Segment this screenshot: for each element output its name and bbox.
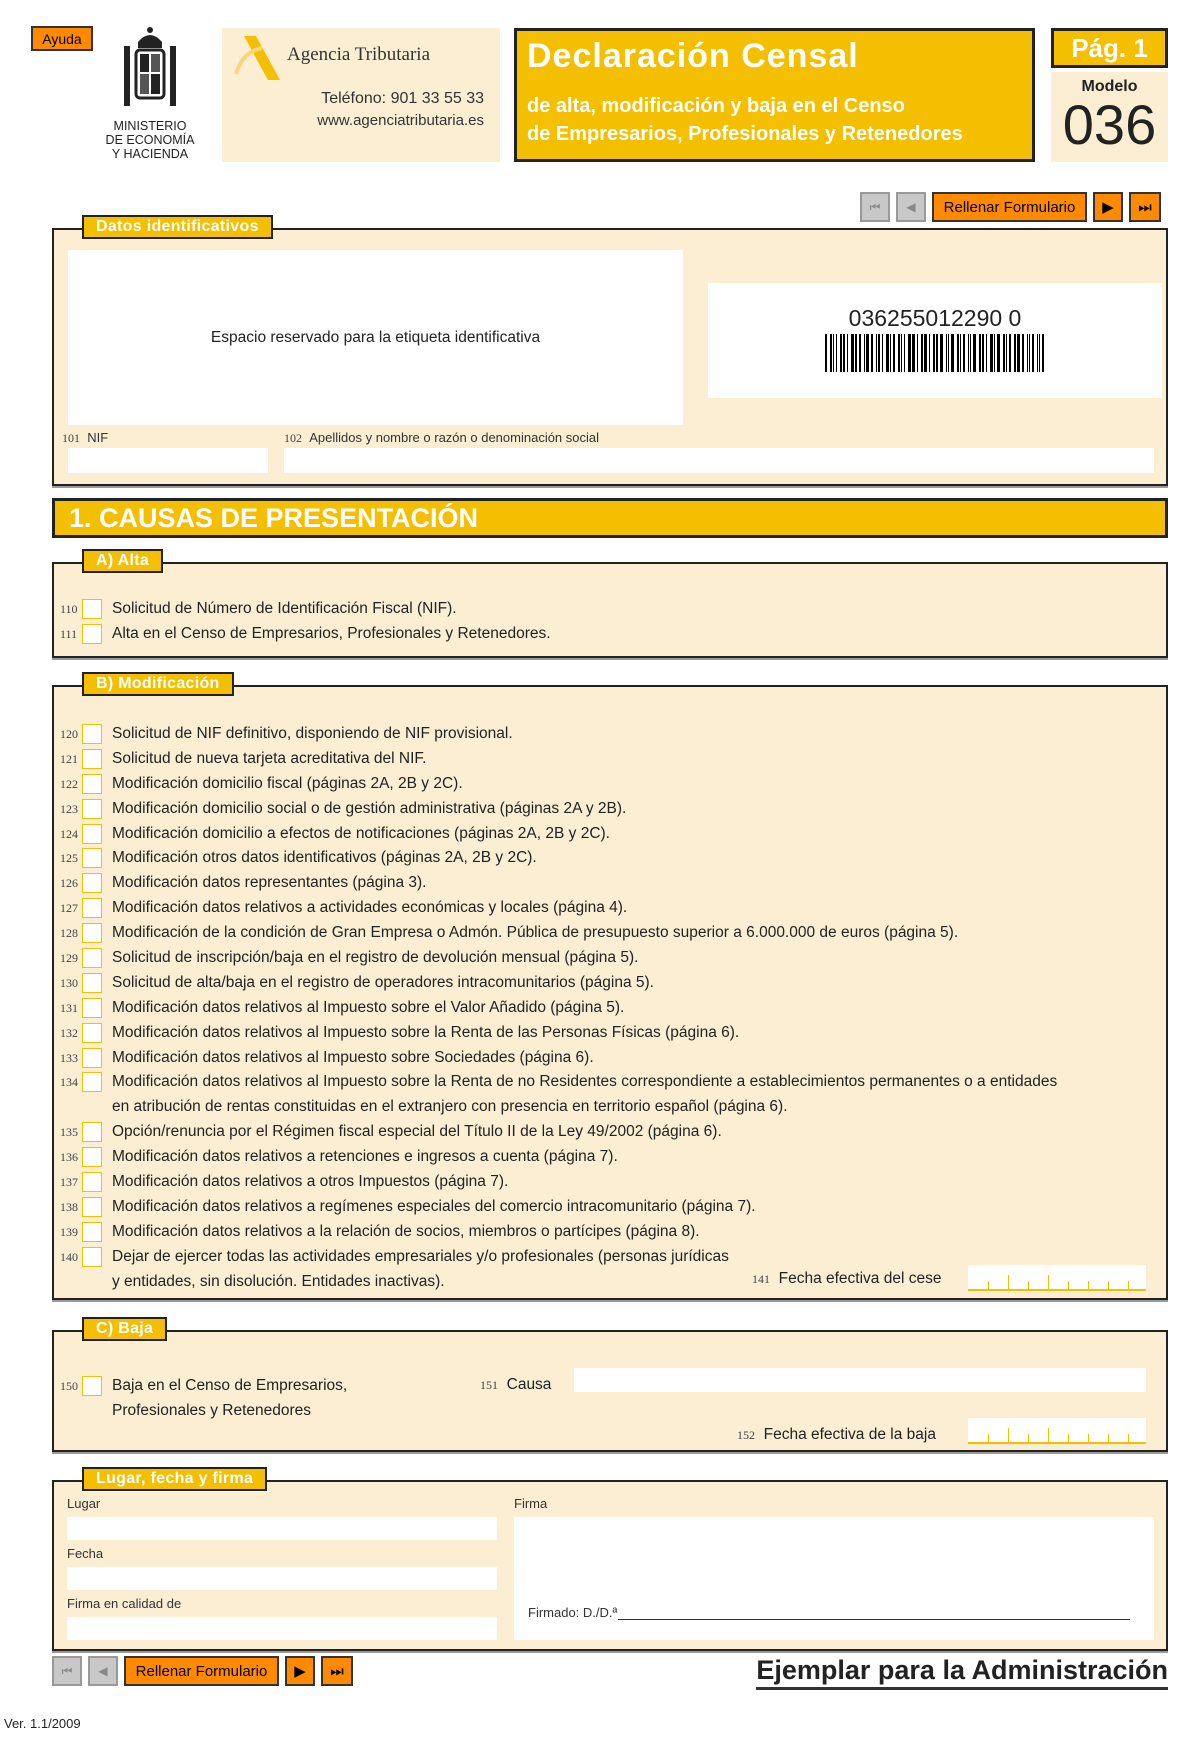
field-number: 101: [62, 431, 80, 445]
barcode-bar: [859, 334, 861, 372]
item-text: Profesionales y Retenedores: [112, 1401, 312, 1419]
list-item: [60, 1046, 1160, 1071]
item-text: Solicitud de Número de Identificación Fiscal (NIF).: [112, 600, 457, 617]
item-text: en atribución de rentas constituidas en el extranjero con presencia en territorio español (página 6).: [112, 1098, 788, 1116]
baja-tab: C) Baja: [82, 1317, 167, 1341]
checkbox-139[interactable]: [82, 1222, 102, 1242]
checkbox-136[interactable]: [82, 1147, 102, 1167]
model-box: [1051, 72, 1168, 162]
item-number: 120: [60, 727, 78, 741]
signature-tab: Lugar, fecha y firma: [82, 1467, 267, 1491]
label-space: [68, 250, 683, 425]
last-page-icon: ⏭: [330, 1662, 344, 1680]
alta-section: [52, 552, 1168, 658]
item-text: Solicitud de inscripción/baja en el registro de devolución mensual (página 5).: [112, 949, 639, 967]
item-text: Modificación datos relativos a retenciones e ingresos a cuenta (página 7).: [112, 1148, 618, 1166]
barcode-bar: [876, 334, 877, 372]
signature-line: [618, 1619, 1130, 1620]
list-item: [60, 1170, 1160, 1195]
barcode-bar: [1037, 334, 1038, 372]
barcode-bar: [1042, 334, 1044, 372]
identification-tab: Datos identificativos: [82, 215, 273, 239]
list-item: [60, 822, 1160, 847]
model-number: 036: [1062, 93, 1157, 156]
barcode-icon: [825, 334, 1045, 372]
date-tick: [1008, 1428, 1009, 1442]
modification-list: [60, 722, 1160, 1295]
first-page-icon: ⏮: [61, 1663, 73, 1678]
list-item: [60, 747, 1160, 772]
barcode-bar: [1003, 334, 1005, 372]
checkbox-124[interactable]: [82, 824, 102, 844]
item-text: Solicitud de NIF definitivo, disponiendo de NIF provisional.: [112, 725, 513, 742]
form-subtitle: de alta, modificación y baja en el Censo: [527, 95, 905, 117]
list-item: [60, 996, 1160, 1021]
field-number: 141: [752, 1272, 770, 1286]
section-heading: 1. CAUSAS DE PRESENTACIÓN: [52, 498, 1168, 538]
list-item: [60, 846, 1160, 871]
title-box: [514, 28, 1035, 162]
page-number: Pág. 1: [1051, 28, 1168, 68]
modification-section: [52, 675, 1168, 1300]
date-tick: [1108, 1434, 1109, 1442]
barcode-bar: [917, 334, 918, 372]
barcode-bar: [921, 334, 923, 372]
ministry-line: Y HACIENDA: [111, 147, 189, 161]
item-text: Modificación datos representantes (página 3).: [112, 874, 427, 892]
barcode-bar: [843, 334, 845, 372]
barcode-bar: [1032, 334, 1034, 372]
previous-page-icon: ◀: [98, 1664, 108, 1678]
date-tick: [1108, 1281, 1109, 1289]
barcode-bar: [1017, 334, 1020, 372]
checkbox-111[interactable]: [82, 624, 102, 644]
barcode-bar: [960, 334, 961, 372]
barcode-box: [708, 283, 1162, 398]
nif-input[interactable]: [68, 448, 268, 473]
barcode-bar: [864, 334, 865, 372]
field-number: 152: [737, 1428, 755, 1442]
barcode-bar: [901, 334, 902, 372]
signature-section: [52, 1470, 1168, 1651]
item-number: 124: [60, 826, 78, 841]
list-item: [60, 946, 1160, 971]
item-text: Baja en el Censo de Empresarios,: [112, 1377, 348, 1394]
item-number: 121: [60, 751, 78, 766]
item-number: 130: [60, 975, 78, 990]
barcode-bar: [871, 334, 873, 372]
barcode-bar: [866, 334, 869, 372]
barcode-bar: [997, 334, 1000, 372]
barcode-bar: [878, 334, 880, 372]
date-tick: [1028, 1434, 1029, 1442]
barcode-bar: [946, 334, 947, 372]
barcode-bar: [830, 334, 832, 372]
barcode-bar: [847, 334, 848, 372]
item-text: Modificación datos relativos al Impuesto sobre la Renta de las Personas Físicas (página 6).: [112, 1023, 740, 1041]
item-number: 131: [60, 1000, 78, 1015]
previous-page-button[interactable]: [896, 192, 926, 222]
phone: Teléfono: 901 33 55 33: [321, 90, 484, 107]
version: Ver. 1.1/2009: [4, 1716, 81, 1731]
capacity-input[interactable]: [67, 1617, 497, 1640]
item-number: 150: [60, 1379, 78, 1393]
item-text: Modificación datos relativos a la relación de socios, miembros o partícipes (página 8).: [112, 1222, 700, 1240]
list-item: [60, 1220, 1160, 1245]
checkbox-125[interactable]: [82, 848, 102, 868]
ministry-line: DE ECONOMÍA: [105, 133, 195, 147]
item-number: 122: [60, 776, 78, 791]
field-number: 102: [284, 431, 302, 445]
last-page-button[interactable]: [321, 1656, 353, 1686]
first-page-icon: ⏮: [869, 199, 881, 214]
barcode-bar: [855, 334, 857, 372]
fill-form-button[interactable]: Rellenar Formulario: [932, 192, 1087, 222]
checkbox-131[interactable]: [82, 998, 102, 1018]
barcode-bar: [851, 334, 854, 372]
barcode-bar: [1022, 334, 1024, 372]
barcode-bar: [933, 334, 935, 372]
place-label: Lugar: [67, 1496, 101, 1511]
cause-label: Causa: [506, 1376, 552, 1393]
date-tick: [1088, 1281, 1089, 1289]
identification-section: [52, 218, 1168, 486]
list-item: [60, 921, 1160, 946]
agency-logo-icon: [232, 34, 284, 82]
barcode-bar: [898, 334, 900, 372]
checkbox-110[interactable]: [82, 599, 102, 619]
barcode-bar: [882, 334, 883, 372]
item-number: 123: [60, 801, 78, 816]
nif-label: NIF: [87, 430, 109, 445]
item-number: 110: [60, 602, 78, 616]
checkbox-123[interactable]: [82, 799, 102, 819]
barcode-bar: [968, 334, 969, 372]
item-text: Modificación datos relativos al Impuesto sobre el Valor Añadido (página 5).: [112, 998, 625, 1016]
capacity-label: Firma en calidad de: [67, 1596, 182, 1611]
checkbox-126[interactable]: [82, 873, 102, 893]
item-text: Solicitud de nueva tarjeta acreditativa del NIF.: [112, 749, 427, 767]
item-text: Modificación datos relativos a actividades económicas y locales (página 4).: [112, 899, 628, 917]
item-text: Modificación datos relativos al Impuesto sobre la Renta de no Residentes correspondiente a establecimientos permanentes o a entidades: [112, 1073, 1058, 1091]
checkbox-122[interactable]: [82, 774, 102, 794]
date-tick: [1008, 1275, 1009, 1289]
barcode-bar: [1009, 334, 1011, 372]
item-number: 129: [60, 951, 78, 966]
previous-page-button[interactable]: [88, 1656, 118, 1686]
item-text: Solicitud de alta/baja en el registro de operadores intracomunitarios (página 5).: [112, 973, 654, 991]
list-item: [60, 1070, 1160, 1120]
barcode-bar: [924, 334, 927, 372]
field-number: 151: [480, 1378, 498, 1392]
agency-name: Agencia Tributaria: [287, 44, 431, 65]
barcode-bar: [912, 334, 915, 372]
cease-date-input[interactable]: [968, 1265, 1146, 1291]
list-item: [60, 622, 551, 647]
name-label: Apellidos y nombre o razón o denominación social: [309, 430, 600, 445]
barcode-bar: [936, 334, 938, 372]
next-page-button[interactable]: [1093, 192, 1123, 222]
item-number: 134: [60, 1075, 78, 1090]
barcode-bar: [840, 334, 842, 372]
barcode-bar: [908, 334, 911, 372]
list-item: [60, 971, 1160, 996]
list-item: [60, 1145, 1160, 1170]
next-page-icon: ▶: [1102, 199, 1114, 216]
top-navigation: [860, 192, 1161, 222]
barcode-bar: [904, 334, 905, 372]
barcode-bar: [986, 334, 987, 372]
date-tick: [1048, 1275, 1049, 1289]
modification-tab: B) Modificación: [82, 672, 234, 696]
first-page-button[interactable]: [860, 192, 890, 222]
checkbox-134[interactable]: [82, 1072, 102, 1092]
baja-date-input[interactable]: [968, 1418, 1146, 1444]
barcode-bar: [1029, 334, 1030, 372]
barcode-bar: [1039, 334, 1040, 372]
item-number: 138: [60, 1199, 78, 1214]
item-number: 127: [60, 901, 78, 916]
website[interactable]: www.agenciatributaria.es: [317, 112, 484, 129]
checkbox-138[interactable]: [82, 1197, 102, 1217]
checkbox-127[interactable]: [82, 898, 102, 918]
item-number: 125: [60, 851, 78, 866]
barcode-bar: [982, 334, 984, 372]
list-item: [60, 772, 1160, 797]
ministry-line: MINISTERIO: [113, 119, 187, 133]
date-tick: [1028, 1281, 1029, 1289]
date-tick: [1068, 1434, 1069, 1442]
label-space-text: Espacio reservado para la etiqueta identificativa: [210, 328, 541, 346]
checkbox-128[interactable]: [82, 923, 102, 943]
item-number: 133: [60, 1050, 78, 1065]
item-text: Modificación domicilio a efectos de notificaciones (páginas 2A, 2B y 2C).: [112, 824, 610, 842]
date-tick: [1088, 1434, 1089, 1442]
barcode-bar: [825, 334, 827, 372]
item-text: Modificación domicilio social o de gestión administrativa (páginas 2A y 2B).: [112, 799, 627, 817]
item-text: Opción/renuncia por el Régimen fiscal especial del Título II de la Ley 49/2002 (página 6).: [112, 1123, 722, 1141]
barcode-bar: [951, 334, 954, 372]
item-number: 132: [60, 1025, 78, 1040]
barcode-bar: [973, 334, 976, 372]
list-item: [60, 1374, 347, 1424]
date-tick: [1128, 1434, 1129, 1442]
item-text: Alta en el Censo de Empresarios, Profesionales y Retenedores.: [112, 624, 551, 642]
list-item: [60, 1021, 1160, 1046]
list-item: [60, 871, 1160, 896]
last-page-icon: ⏭: [1138, 198, 1152, 216]
signature-label: Firma: [514, 1496, 548, 1511]
item-text: Modificación datos relativos al Impuesto sobre Sociedades (página 6).: [112, 1048, 594, 1066]
last-page-button[interactable]: [1129, 192, 1161, 222]
barcode-bar: [994, 334, 995, 372]
item-text: y entidades, sin disolución. Entidades inactivas).: [112, 1272, 445, 1290]
list-item: [60, 797, 1160, 822]
agency-box: [222, 28, 500, 162]
item-text: Dejar de ejercer todas las actividades empresariales y/o profesionales (personas jurídicas: [112, 1247, 729, 1265]
item-number: 137: [60, 1175, 78, 1190]
checkbox-150[interactable]: [82, 1376, 102, 1396]
form-subtitle: de Empresarios, Profesionales y Retenedores: [527, 123, 963, 145]
list-item: [60, 722, 1160, 747]
date-input[interactable]: [67, 1567, 497, 1590]
barcode-bar: [940, 334, 943, 372]
previous-page-icon: ◀: [906, 200, 916, 214]
list-item: [60, 1195, 1160, 1220]
fill-form-button[interactable]: Rellenar Formulario: [124, 1656, 279, 1686]
item-text: Modificación datos relativos a otros Impuestos (página 7).: [112, 1173, 509, 1191]
barcode-bar: [948, 334, 949, 372]
model-label: Modelo: [1081, 78, 1138, 95]
date-tick: [988, 1281, 989, 1289]
date-tick: [988, 1434, 989, 1442]
barcode-bar: [979, 334, 981, 372]
item-text: Modificación de la condición de Gran Empresa o Admón. Pública de presupuesto superior a 6.000.000 de euros (página 5).: [112, 924, 959, 942]
barcode-number: 036255012290 0: [848, 305, 1022, 331]
date-label: Fecha: [67, 1546, 104, 1561]
copy-label: Ejemplar para la Administración: [756, 1653, 1168, 1690]
checkbox-130[interactable]: [82, 973, 102, 993]
item-text: Modificación otros datos identificativos (páginas 2A, 2B y 2C).: [112, 849, 537, 867]
list-item: [60, 896, 1160, 921]
ministry-logo: [100, 24, 200, 169]
place-input[interactable]: [67, 1517, 497, 1540]
next-page-icon: ▶: [294, 1663, 306, 1680]
next-page-button[interactable]: [285, 1656, 315, 1686]
checkbox-135[interactable]: [82, 1122, 102, 1142]
barcode-bar: [886, 334, 889, 372]
bottom-navigation: [52, 1656, 353, 1686]
checkbox-137[interactable]: [82, 1172, 102, 1192]
barcode-bar: [1014, 334, 1016, 372]
barcode-bar: [957, 334, 959, 372]
barcode-bar: [963, 334, 965, 372]
cause-input[interactable]: [574, 1368, 1146, 1392]
list-item: [60, 1120, 1160, 1145]
barcode-bar: [1027, 334, 1028, 372]
date-tick: [1128, 1281, 1129, 1289]
help-button[interactable]: Ayuda: [31, 26, 93, 51]
alta-list: [60, 597, 551, 647]
signed-by-label: Firmado: D./D.ª: [528, 1605, 618, 1620]
cease-date-label: [752, 1270, 941, 1288]
item-number: 111: [60, 626, 78, 641]
checkbox-120[interactable]: [82, 724, 102, 744]
item-text: Modificación domicilio fiscal (páginas 2A, 2B y 2C).: [112, 774, 463, 792]
date-tick: [1048, 1428, 1049, 1442]
item-number: 128: [60, 926, 78, 941]
barcode-bar: [890, 334, 891, 372]
signature-input[interactable]: [514, 1517, 1154, 1640]
item-text: Modificación datos relativos a regímenes especiales del comercio intracomunitario (página 7).: [112, 1197, 756, 1215]
checkbox-132[interactable]: [82, 1023, 102, 1043]
barcode-bar: [833, 334, 834, 372]
date-tick: [1068, 1281, 1069, 1289]
checkbox-140[interactable]: [82, 1247, 102, 1267]
item-number: 135: [60, 1125, 78, 1140]
checkbox-133[interactable]: [82, 1048, 102, 1068]
baja-section: [52, 1320, 1168, 1452]
cease-label: Fecha efectiva del cese: [778, 1270, 942, 1287]
item-number: 126: [60, 876, 78, 891]
checkbox-129[interactable]: [82, 948, 102, 968]
alta-tab: A) Alta: [82, 549, 163, 573]
coat-of-arms-icon: [120, 24, 180, 114]
item-number: 136: [60, 1150, 78, 1165]
first-page-button[interactable]: [52, 1656, 82, 1686]
list-item: [60, 597, 551, 622]
baja-date-label: Fecha efectiva de la baja: [763, 1426, 936, 1443]
barcode-bar: [990, 334, 993, 372]
barcode-bar: [836, 334, 837, 372]
barcode-bar: [893, 334, 895, 372]
item-number: 139: [60, 1224, 78, 1239]
barcode-bar: [929, 334, 930, 372]
name-input[interactable]: [284, 448, 1154, 473]
item-number: 140: [60, 1249, 78, 1264]
checkbox-121[interactable]: [82, 749, 102, 769]
form-title: Declaración Censal: [527, 37, 859, 75]
barcode-bar: [1006, 334, 1007, 372]
barcode-bar: [970, 334, 971, 372]
